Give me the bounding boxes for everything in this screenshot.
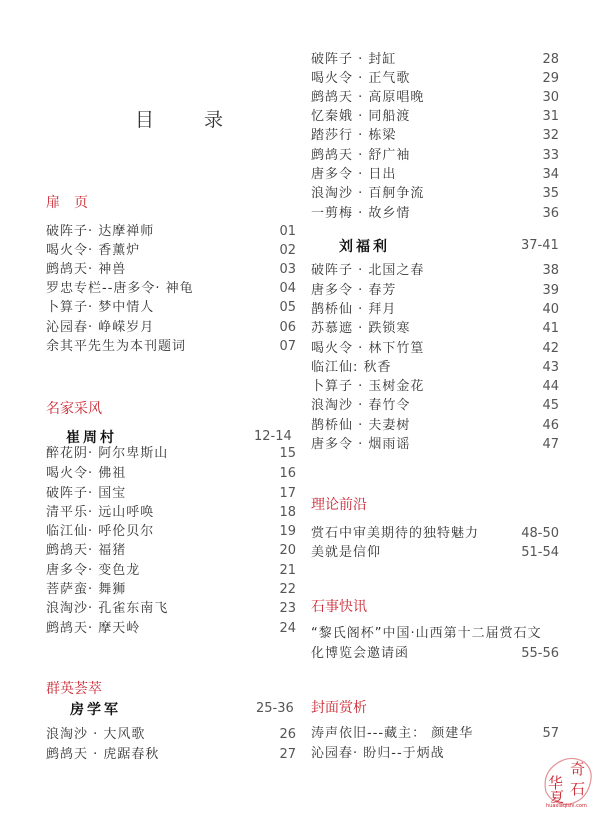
toc-entry xyxy=(46,241,296,260)
author-name: 房学军 xyxy=(70,702,121,718)
entry-title: 涛声依旧---藏主： 颜建华 xyxy=(311,726,474,741)
entry-title: 沁园春· 峥嵘岁月 xyxy=(46,320,155,335)
entry-page: 35 xyxy=(542,186,559,201)
entry-title: 鹧鸪天· 神兽 xyxy=(46,262,127,277)
entry-title: 浪淘沙 · 大风歌 xyxy=(46,727,146,742)
entry-title: 唐多令 · 日出 xyxy=(311,167,397,182)
entry-page: 42 xyxy=(542,341,559,356)
section-heading: 扉 页 xyxy=(46,195,88,211)
entry-page: 24 xyxy=(279,621,296,636)
toc-entry xyxy=(46,337,296,356)
entry-page: 16 xyxy=(279,466,296,481)
entry-page: 26 xyxy=(279,727,296,742)
entry-title: 化博览会邀请函 xyxy=(311,646,410,661)
entry-page: 22 xyxy=(279,582,296,597)
entry-page: 19 xyxy=(279,524,296,539)
toc-entry xyxy=(46,444,296,463)
entry-title: 破阵子· 达摩禅师 xyxy=(46,224,155,239)
entry-title: 清平乐· 远山呼唤 xyxy=(46,505,155,520)
entry-title: 沁园春· 盼归--于炳战 xyxy=(311,746,445,761)
entry-page: 46 xyxy=(542,418,559,433)
entry-page: 20 xyxy=(279,543,296,558)
entry-title: 破阵子· 国宝 xyxy=(46,486,127,501)
entry-page: 21 xyxy=(279,563,296,578)
entry-page: 41 xyxy=(542,321,559,336)
entry-title: 鹧鸪天 · 舒广袖 xyxy=(311,148,411,163)
toc-entry xyxy=(46,503,296,522)
entry-title: 喝火令· 香薰炉 xyxy=(46,243,141,258)
svg-text:夏: 夏 xyxy=(550,790,564,806)
entry-page: 29 xyxy=(542,71,559,86)
entry-title: 赏石中审美期待的独特魅力 xyxy=(311,526,480,541)
section-heading: 封面赏析 xyxy=(311,700,367,716)
entry-page: 01 xyxy=(279,224,296,239)
toc-entry xyxy=(46,580,296,599)
toc-entry xyxy=(311,88,559,107)
entry-title: 美就是信仰 xyxy=(311,545,382,560)
entry-page: 05 xyxy=(279,300,296,315)
entry-title: 破阵子 · 封缸 xyxy=(311,52,397,67)
watermark-logo xyxy=(540,754,594,808)
entry-page: 44 xyxy=(542,379,559,394)
toc-entry xyxy=(311,204,559,223)
toc-entry xyxy=(46,619,296,638)
entry-page: 48-50 xyxy=(521,526,559,541)
entry-title: 罗忠专栏--唐多令· 神龟 xyxy=(46,281,194,296)
entry-title: 卜算子· 梦中情人 xyxy=(46,300,155,315)
entry-title: 鹊桥仙 · 夫妻树 xyxy=(311,418,411,433)
toc-entry xyxy=(311,281,559,300)
entry-title: 鹧鸪天 · 虎踞春秋 xyxy=(46,747,160,762)
entry-title: 卜算子 · 玉树金花 xyxy=(311,379,425,394)
toc-entry xyxy=(46,484,296,503)
author-pages: 37-41 xyxy=(521,238,559,253)
toc-entry xyxy=(311,724,559,743)
entry-title: “黎氏阁杯”中国·山西第十二届赏石文 xyxy=(311,626,542,641)
entry-page: 06 xyxy=(279,320,296,335)
toc-entry xyxy=(311,50,559,69)
section-heading: 石事快讯 xyxy=(311,599,367,615)
entry-page: 38 xyxy=(542,263,559,278)
toc-entry xyxy=(311,524,559,543)
section-heading: 群英荟萃 xyxy=(46,681,102,697)
toc-entry xyxy=(311,319,559,338)
toc-entry xyxy=(311,300,559,319)
entry-page: 32 xyxy=(542,128,559,143)
entry-title: 醉花阴· 阿尔卑斯山 xyxy=(46,446,169,461)
entry-page: 45 xyxy=(542,398,559,413)
entry-page: 28 xyxy=(542,52,559,67)
entry-title: 苏慕遮 · 跌锁寒 xyxy=(311,321,411,336)
toc-entry xyxy=(311,416,559,435)
entry-title: 临江仙· 呼伦贝尔 xyxy=(46,524,155,539)
entry-page: 31 xyxy=(542,109,559,124)
entry-title: 唐多令 · 春芳 xyxy=(311,283,397,298)
entry-page: 55-56 xyxy=(521,646,559,661)
author-name: 崔周村 xyxy=(66,430,117,446)
section-heading: 理论前沿 xyxy=(311,497,367,513)
entry-title: 破阵子 · 北国之春 xyxy=(311,263,425,278)
entry-page: 40 xyxy=(542,302,559,317)
toc-entry xyxy=(311,339,559,358)
toc-entry xyxy=(46,260,296,279)
entry-title: 鹊桥仙 · 拜月 xyxy=(311,302,397,317)
entry-page: 04 xyxy=(279,281,296,296)
author-name: 刘福利 xyxy=(339,239,390,255)
news-line xyxy=(311,624,559,643)
entry-page: 18 xyxy=(279,505,296,520)
entry-page: 07 xyxy=(279,339,296,354)
section-heading: 名家采风 xyxy=(46,401,102,417)
toc-entry xyxy=(311,107,559,126)
entry-title: 喝火令 · 正气歌 xyxy=(311,71,411,86)
entry-page: 17 xyxy=(279,486,296,501)
toc-entry xyxy=(311,165,559,184)
entry-title: 浪淘沙 · 春竹令 xyxy=(311,398,411,413)
entry-title: 喝火令· 佛祖 xyxy=(46,466,127,481)
entry-page: 51-54 xyxy=(521,545,559,560)
toc-entry xyxy=(311,543,559,562)
toc-entry xyxy=(46,561,296,580)
entry-title: 唐多令· 变色龙 xyxy=(46,563,141,578)
svg-text:华: 华 xyxy=(548,774,564,792)
entry-page: 33 xyxy=(542,148,559,163)
entry-page: 57 xyxy=(542,726,559,741)
toc-entry xyxy=(311,358,559,377)
entry-page: 34 xyxy=(542,167,559,182)
toc-entry xyxy=(46,464,296,483)
svg-text:huaxiaqishi.com: huaxiaqishi.com xyxy=(546,803,587,808)
toc-entry xyxy=(311,377,559,396)
entry-title: 唐多令 · 烟雨谣 xyxy=(311,437,411,452)
toc-entry xyxy=(46,599,296,618)
toc-entry xyxy=(311,435,559,454)
toc-entry xyxy=(46,522,296,541)
author-pages: 12-14 xyxy=(254,429,292,444)
entry-title: 一剪梅 · 故乡情 xyxy=(311,206,411,221)
author-pages: 25-36 xyxy=(256,701,294,716)
toc-entry xyxy=(46,725,296,744)
svg-text:奇: 奇 xyxy=(570,760,586,778)
entry-page: 47 xyxy=(542,437,559,452)
toc-entry xyxy=(311,644,559,663)
page-title: 目 录 xyxy=(135,109,246,131)
toc-entry xyxy=(46,541,296,560)
entry-title: 浪淘沙 · 百舸争流 xyxy=(311,186,425,201)
entry-title: 鹧鸪天· 摩天岭 xyxy=(46,621,141,636)
toc-entry xyxy=(311,396,559,415)
entry-title: 余其平先生为本刊题词 xyxy=(46,339,187,354)
entry-page: 27 xyxy=(279,747,296,762)
toc-entry xyxy=(311,146,559,165)
entry-title: 鹧鸪天 · 高原唱晚 xyxy=(311,90,425,105)
entry-title: 菩萨蛮· 舞狮 xyxy=(46,582,127,597)
toc-entry xyxy=(311,126,559,145)
entry-title: 鹧鸪天· 福猪 xyxy=(46,543,127,558)
entry-page: 02 xyxy=(279,243,296,258)
entry-page: 39 xyxy=(542,283,559,298)
toc-entry xyxy=(311,261,559,280)
toc-entry xyxy=(311,184,559,203)
svg-text:石: 石 xyxy=(570,780,586,798)
entry-title: 喝火令 · 林下竹篁 xyxy=(311,341,425,356)
entry-title: 踏莎行 · 栋梁 xyxy=(311,128,397,143)
toc-entry xyxy=(46,318,296,337)
entry-title: 浪淘沙· 孔雀东南飞 xyxy=(46,601,169,616)
toc-entry xyxy=(311,744,559,763)
entry-page: 36 xyxy=(542,206,559,221)
toc-entry xyxy=(46,279,296,298)
toc-entry xyxy=(311,69,559,88)
toc-entry xyxy=(46,745,296,764)
entry-title: 忆秦娥 · 同船渡 xyxy=(311,109,411,124)
toc-entry xyxy=(46,298,296,317)
entry-page: 23 xyxy=(279,601,296,616)
entry-page: 15 xyxy=(279,446,296,461)
entry-page: 30 xyxy=(542,90,559,105)
entry-page: 03 xyxy=(279,262,296,277)
toc-entry xyxy=(46,222,296,241)
entry-page: 43 xyxy=(542,360,559,375)
entry-title: 临江仙: 秋香 xyxy=(311,360,392,375)
